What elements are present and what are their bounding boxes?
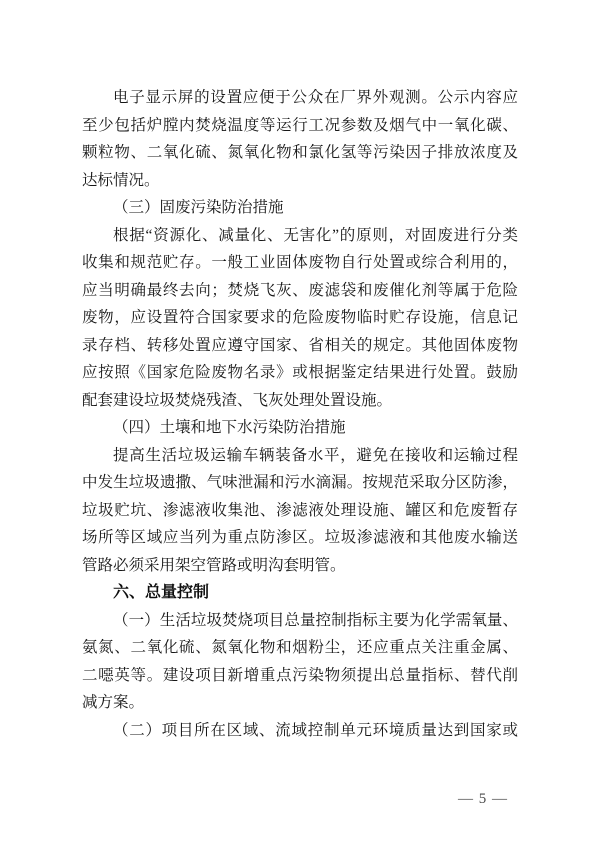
text-line: 根据“资源化、减量化、无害化”的原则，对固废进行分类 bbox=[113, 226, 518, 244]
text-line: 配套建设垃圾焚烧残渣、飞灰处理处置设施。 bbox=[82, 391, 393, 409]
text-line: 中发生垃圾遗撒、气味泄漏和污水滴漏。按规范采取分区防渗， bbox=[82, 474, 518, 491]
text-line: 管路必须采用架空管路或明沟套明管。 bbox=[82, 556, 346, 574]
text-line: 场所等区域应当列为重点防渗区。垃圾渗滤液和其他废水输送 bbox=[82, 529, 518, 546]
text-line: 颗粒物、二氧化硫、氮氧化物和氯化氢等污染因子排放浓度及 bbox=[82, 144, 518, 161]
text-block bbox=[82, 84, 518, 744]
text-line: 减方案。 bbox=[82, 694, 145, 711]
text-line: 提高生活垃圾运输车辆装备水平，避免在接收和运输过程 bbox=[113, 446, 518, 464]
text-line: 垃圾贮坑、渗滤液收集池、渗滤液处理设施、罐区和危废暂存 bbox=[82, 501, 518, 519]
text-line: 达标情况。 bbox=[82, 171, 160, 189]
text-line: 至少包括炉膛内焚烧温度等运行工况参数及烟气中一氧化碳、 bbox=[82, 116, 518, 134]
section-heading-4: （四）土壤和地下水污染防治措施 bbox=[113, 419, 346, 436]
text-line: 电子显示屏的设置应便于公众在厂界外观测。公示内容应 bbox=[113, 89, 518, 106]
text-line: 应当明确最终去向；焚烧飞灰、废滤袋和废催化剂等属于危险 bbox=[82, 281, 518, 299]
text-line: 氨氮、二氧化硫、氮氧化物和烟粉尘，还应重点关注重金属、 bbox=[82, 639, 518, 656]
text-line: 废物，应设置符合国家要求的危险废物临时贮存设施，信息记 bbox=[82, 309, 518, 326]
chapter-heading-6: 六、总量控制 bbox=[113, 584, 210, 601]
text-line: 二噁英等。建设项目新增重点污染物须提出总量指标、替代削 bbox=[82, 666, 518, 684]
text-line: 收集和规范贮存。一般工业固体废物自行处置或综合利用的， bbox=[82, 254, 518, 271]
text-line: （二）项目所在区域、流域控制单元环境质量达到国家或 bbox=[113, 721, 518, 739]
text-line: 应按照《国家危险废物名录》或根据鉴定结果进行处置。鼓励 bbox=[82, 364, 518, 381]
section-heading-3: （三）固废污染防治措施 bbox=[113, 199, 284, 216]
text-line: （一）生活垃圾焚烧项目总量控制指标主要为化学需氧量、 bbox=[113, 611, 518, 629]
text-line: 录存档、转移处置应遵守国家、省相关的规定。其他固体废物 bbox=[82, 336, 518, 354]
page-number: — 5 — bbox=[458, 791, 508, 807]
